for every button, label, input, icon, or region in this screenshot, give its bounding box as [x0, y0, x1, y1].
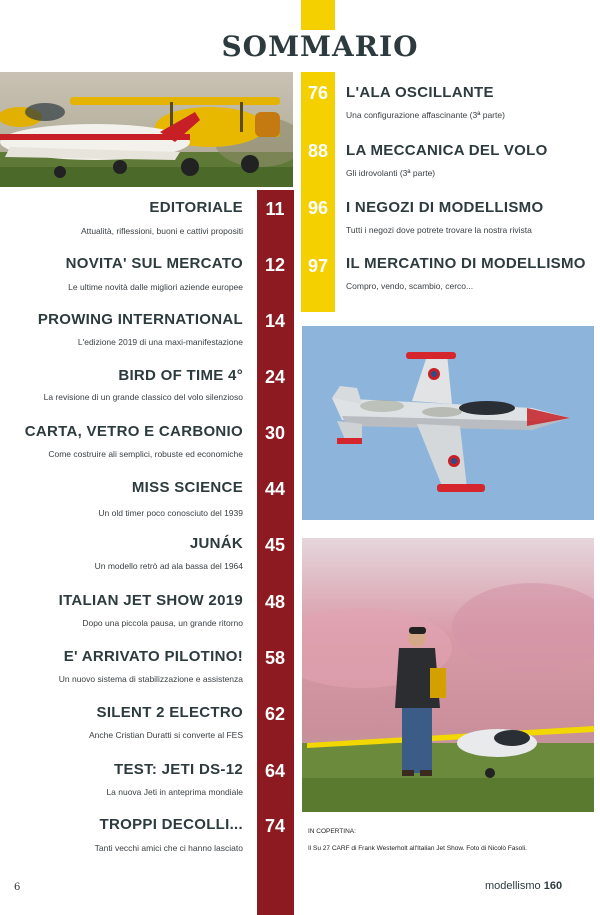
toc-subtitle: La nuova Jeti in anteprima mondiale [106, 787, 243, 797]
magazine-name: modellismo [485, 880, 541, 892]
toc-heading: SILENT 2 ELECTRO [96, 704, 243, 721]
toc-page-number: 11 [265, 199, 285, 219]
toc-page-number: 48 [264, 592, 286, 612]
page-title: SOMMARIO [221, 30, 419, 63]
toc-subtitle: Attualità, riflessioni, buoni e cattivi propositi [80, 226, 243, 236]
toc-heading: NOVITA' SUL MERCATO [65, 255, 243, 272]
toc-page-number: 30 [264, 423, 286, 443]
toc-page-number: 45 [264, 535, 286, 555]
biplanes-photo [0, 72, 293, 187]
toc-subtitle: Anche Cristian Duratti si converte al FES [88, 730, 243, 740]
toc-page-number: 14 [264, 311, 286, 331]
toc-page-number: 76 [307, 83, 329, 103]
cover-caption: Il Su 27 CARF di Frank Westerholt all'Italian Jet Show. Foto di Nicolò Fasoli. [308, 845, 527, 852]
toc-heading: BIRD OF TIME 4° [118, 367, 243, 384]
toc-heading: TROPPI DECOLLI... [99, 816, 243, 833]
toc-subtitle: La revisione di un grande classico del volo silenzioso [43, 392, 243, 402]
toc-subtitle: Una configurazione affascinante (3ª parte) [346, 110, 505, 120]
toc-heading: EDITORIALE [149, 199, 243, 216]
toc-page-number: 64 [264, 761, 286, 781]
toc-heading: L'ALA OSCILLANTE [346, 84, 494, 101]
toc-page-number: 62 [264, 704, 286, 724]
toc-page-number: 58 [264, 648, 286, 668]
toc-page-number: 12 [264, 255, 286, 275]
title-yellow-tab [301, 0, 335, 30]
toc-heading: PROWING INTERNATIONAL [37, 311, 243, 328]
pilot-photo [302, 538, 594, 812]
toc-heading: JUNÁK [189, 535, 243, 552]
cover-label: IN COPERTINA: [308, 828, 356, 835]
toc-page-number: 88 [307, 141, 329, 161]
toc-page-number: 44 [264, 479, 286, 499]
magazine-issue: 160 [543, 880, 563, 892]
toc-heading: IL MERCATINO DI MODELLISMO [346, 255, 586, 272]
toc-page-number: 74 [264, 816, 286, 836]
toc-subtitle: Le ultime novità dalle migliori aziende europee [68, 282, 243, 292]
toc-heading: CARTA, VETRO E CARBONIO [24, 423, 243, 440]
toc-subtitle: Compro, vendo, scambio, cerco... [346, 281, 474, 291]
toc-subtitle: Come costruire ali semplici, robuste ed economiche [48, 449, 243, 459]
toc-page-number: 96 [307, 198, 329, 218]
toc-subtitle: Tutti i negozi dove potrete trovare la nostra rivista [346, 225, 532, 235]
toc-subtitle: Un old timer poco conosciuto del 1939 [98, 508, 243, 518]
toc-page-number: 24 [264, 367, 286, 387]
toc-page-number: 97 [307, 256, 329, 276]
toc-heading: TEST: JETI DS-12 [114, 761, 243, 778]
toc-subtitle: Dopo una piccola pausa, un grande ritorno [82, 618, 243, 628]
toc-subtitle: L'edizione 2019 di una maxi-manifestazione [77, 337, 243, 347]
jet-photo [302, 326, 594, 520]
magazine-logo [485, 880, 562, 892]
toc-heading: ITALIAN JET SHOW 2019 [58, 592, 243, 609]
toc-heading: E' ARRIVATO PILOTINO! [63, 648, 243, 665]
toc-heading: LA MECCANICA DEL VOLO [346, 142, 548, 159]
toc-subtitle: Gli idrovolanti (3ª parte) [346, 168, 436, 178]
toc-heading: I NEGOZI DI MODELLISMO [346, 199, 544, 216]
toc-heading: MISS SCIENCE [131, 479, 243, 496]
toc-subtitle: Un nuovo sistema di stabilizzazione e assistenza [58, 674, 243, 684]
page-number: 6 [14, 882, 21, 893]
toc-subtitle: Tanti vecchi amici che ci hanno lasciato [94, 843, 243, 853]
toc-subtitle: Un modello retrò ad ala bassa del 1964 [94, 561, 243, 571]
